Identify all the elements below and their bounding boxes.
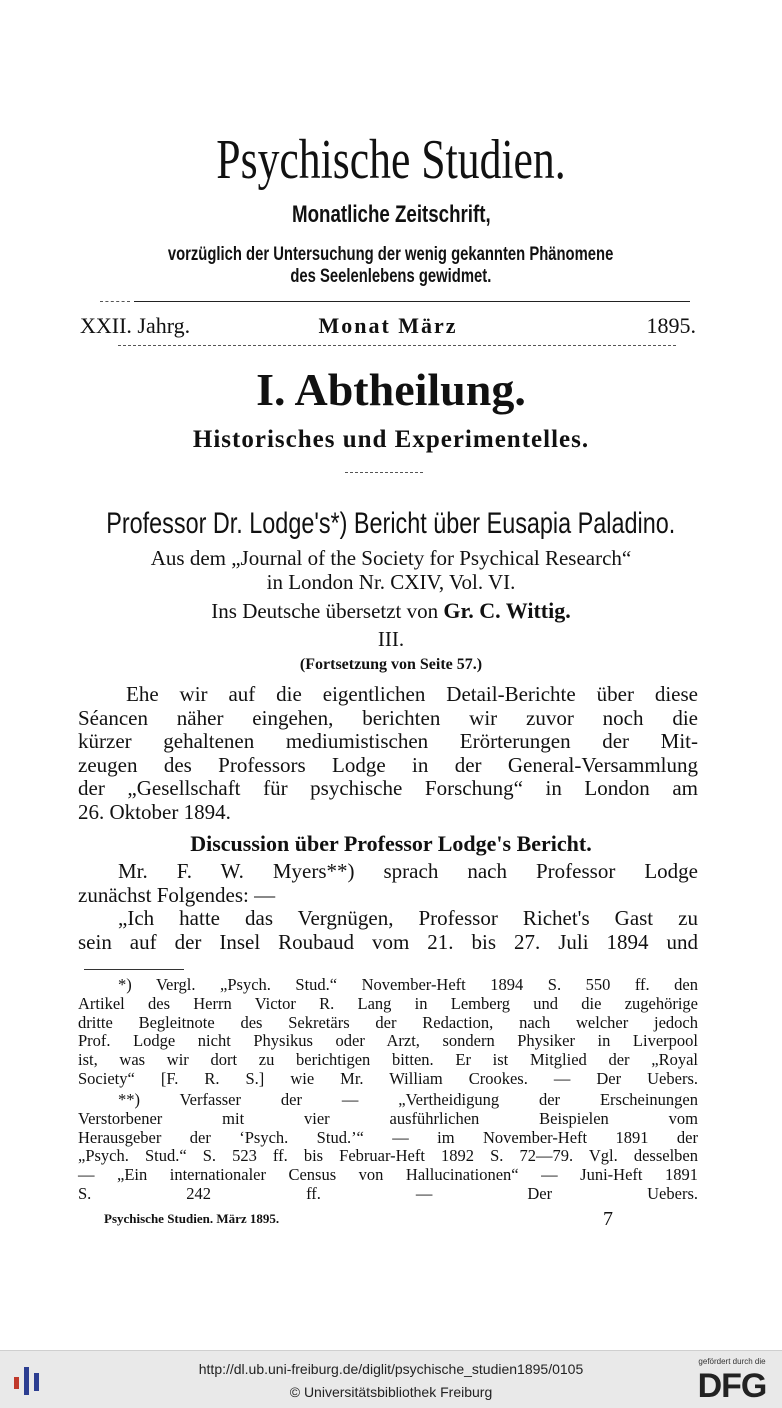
continuation-note: (Fortsetzung von Seite 57.)	[299, 656, 483, 673]
divider	[345, 472, 423, 473]
sponsor-logo[interactable]	[690, 1357, 774, 1405]
text-line: Ehe wir auf die eigentlichen Detail-Berichte über diese	[126, 682, 698, 706]
footnote-line: „Psych. Stud.“ S. 523 ff. bis Februar-Heft 1892 S. 72—79. Vgl. desselben	[78, 1146, 698, 1166]
body-paragraph	[78, 860, 698, 907]
signature-mark: 7	[603, 1208, 613, 1230]
footnote	[78, 1091, 698, 1204]
dfg-logo-icon: DFG	[697, 1367, 767, 1405]
journal-subtitle: Monatliche Zeitschrift,	[291, 201, 491, 228]
text-line: Séancen näher eingehen, berichten wir zuvor noch die	[78, 705, 698, 730]
source-url-link[interactable]: http://dl.ub.uni-freiburg.de/diglit/psychische_studien1895/0105	[198, 1361, 584, 1377]
divider	[118, 345, 676, 346]
body-paragraph	[78, 683, 698, 824]
volume-year-label: XXII. Jahrg.	[80, 313, 191, 338]
footnote-line: Herausgeber der ‘Psych. Stud.’“ — im November-Heft 1891 der	[78, 1127, 698, 1147]
footnote-line: dritte Begleitnote des Sekretärs der Redaction, nach welcher jedoch	[78, 1012, 698, 1032]
footnote-line: Verstorbener mit vier ausführlichen Beispielen vom	[78, 1108, 698, 1128]
text-line: zunächst Folgendes: —	[78, 882, 276, 907]
footnote-line: Prof. Lodge nicht Physikus oder Arzt, sondern Physiker in Liverpool	[78, 1031, 698, 1051]
translator-name: Gr. C. Wittig.	[443, 598, 571, 623]
text-line: „Ich hatte das Vergnügen, Professor Richet's Gast zu	[118, 906, 698, 930]
divider	[134, 301, 690, 302]
running-footer: Psychische Studien. März 1895.	[104, 1211, 280, 1226]
article-title: Professor Dr. Lodge's*) Bericht über Eusapia Paladino.	[106, 507, 676, 540]
body-paragraph	[78, 907, 698, 954]
footnote-line: S. 242 ff. — Der Uebers.	[78, 1183, 698, 1203]
footnote-line: Artikel des Herrn Victor R. Lang in Lemberg und die zugehörige	[78, 993, 698, 1013]
part-number: III.	[377, 627, 405, 651]
article-source: in London Nr. CXIV, Vol. VI.	[266, 570, 516, 594]
discussion-heading: Discussion über Professor Lodge's Bericht.	[190, 831, 592, 856]
translator-prefix: Ins Deutsche übersetzt von	[211, 599, 439, 623]
translator-credit	[0, 598, 782, 624]
journal-description: vorzüglich der Untersuchung der wenig gekannten Phänomene	[168, 244, 614, 265]
text-line: zeugen des Professors Lodge in der General-Versammlung	[78, 752, 698, 777]
issue-year: 1895.	[646, 313, 696, 338]
journal-title: Psychische Studien.	[216, 129, 566, 191]
journal-description: des Seelenlebens gewidmet.	[290, 266, 492, 287]
viewer-bar	[0, 1350, 782, 1408]
footnote-line: *) Vergl. „Psych. Stud.“ November-Heft 1894 S. 550 ff. den	[118, 975, 698, 994]
footnote-line: Society“ [F. R. S.] wie Mr. William Crookes. — Der Uebers.	[78, 1068, 698, 1088]
copyright-notice: © Universitätsbibliothek Freiburg	[289, 1384, 493, 1400]
text-line: kürzer gehaltenen mediumistischen Erörterungen der Mit-	[78, 729, 698, 753]
footnote-line: **) Verfasser der — „Vertheidigung der Erscheinungen	[118, 1090, 698, 1109]
footnote	[78, 976, 698, 1089]
footnote-line: ist, was wir dort zu berichtigen bitten. Er ist Mitglied der „Royal	[78, 1050, 698, 1070]
footnote-divider	[84, 969, 184, 970]
section-title: I. Abtheilung.	[256, 364, 526, 415]
text-line: 26. Oktober 1894.	[78, 799, 231, 824]
sponsor-caption: gefördert durch die	[698, 1357, 766, 1366]
issue-month: Monat März	[318, 313, 458, 338]
section-subtitle: Historisches und Experimentelles.	[192, 426, 590, 453]
text-line: der „Gesellschaft für psychische Forschung“ in London am	[78, 776, 698, 800]
article-source: Aus dem „Journal of the Society for Psychical Research“	[150, 546, 632, 570]
text-line: sein auf der Insel Roubaud vom 21. bis 27. Juli 1894 und	[78, 929, 698, 954]
text-line: Mr. F. W. Myers**) sprach nach Professor Lodge	[118, 859, 698, 883]
divider	[100, 301, 130, 302]
footnote-line: — „Ein internationaler Census von Hallucinationen“ — Juni-Heft 1891	[78, 1165, 698, 1185]
